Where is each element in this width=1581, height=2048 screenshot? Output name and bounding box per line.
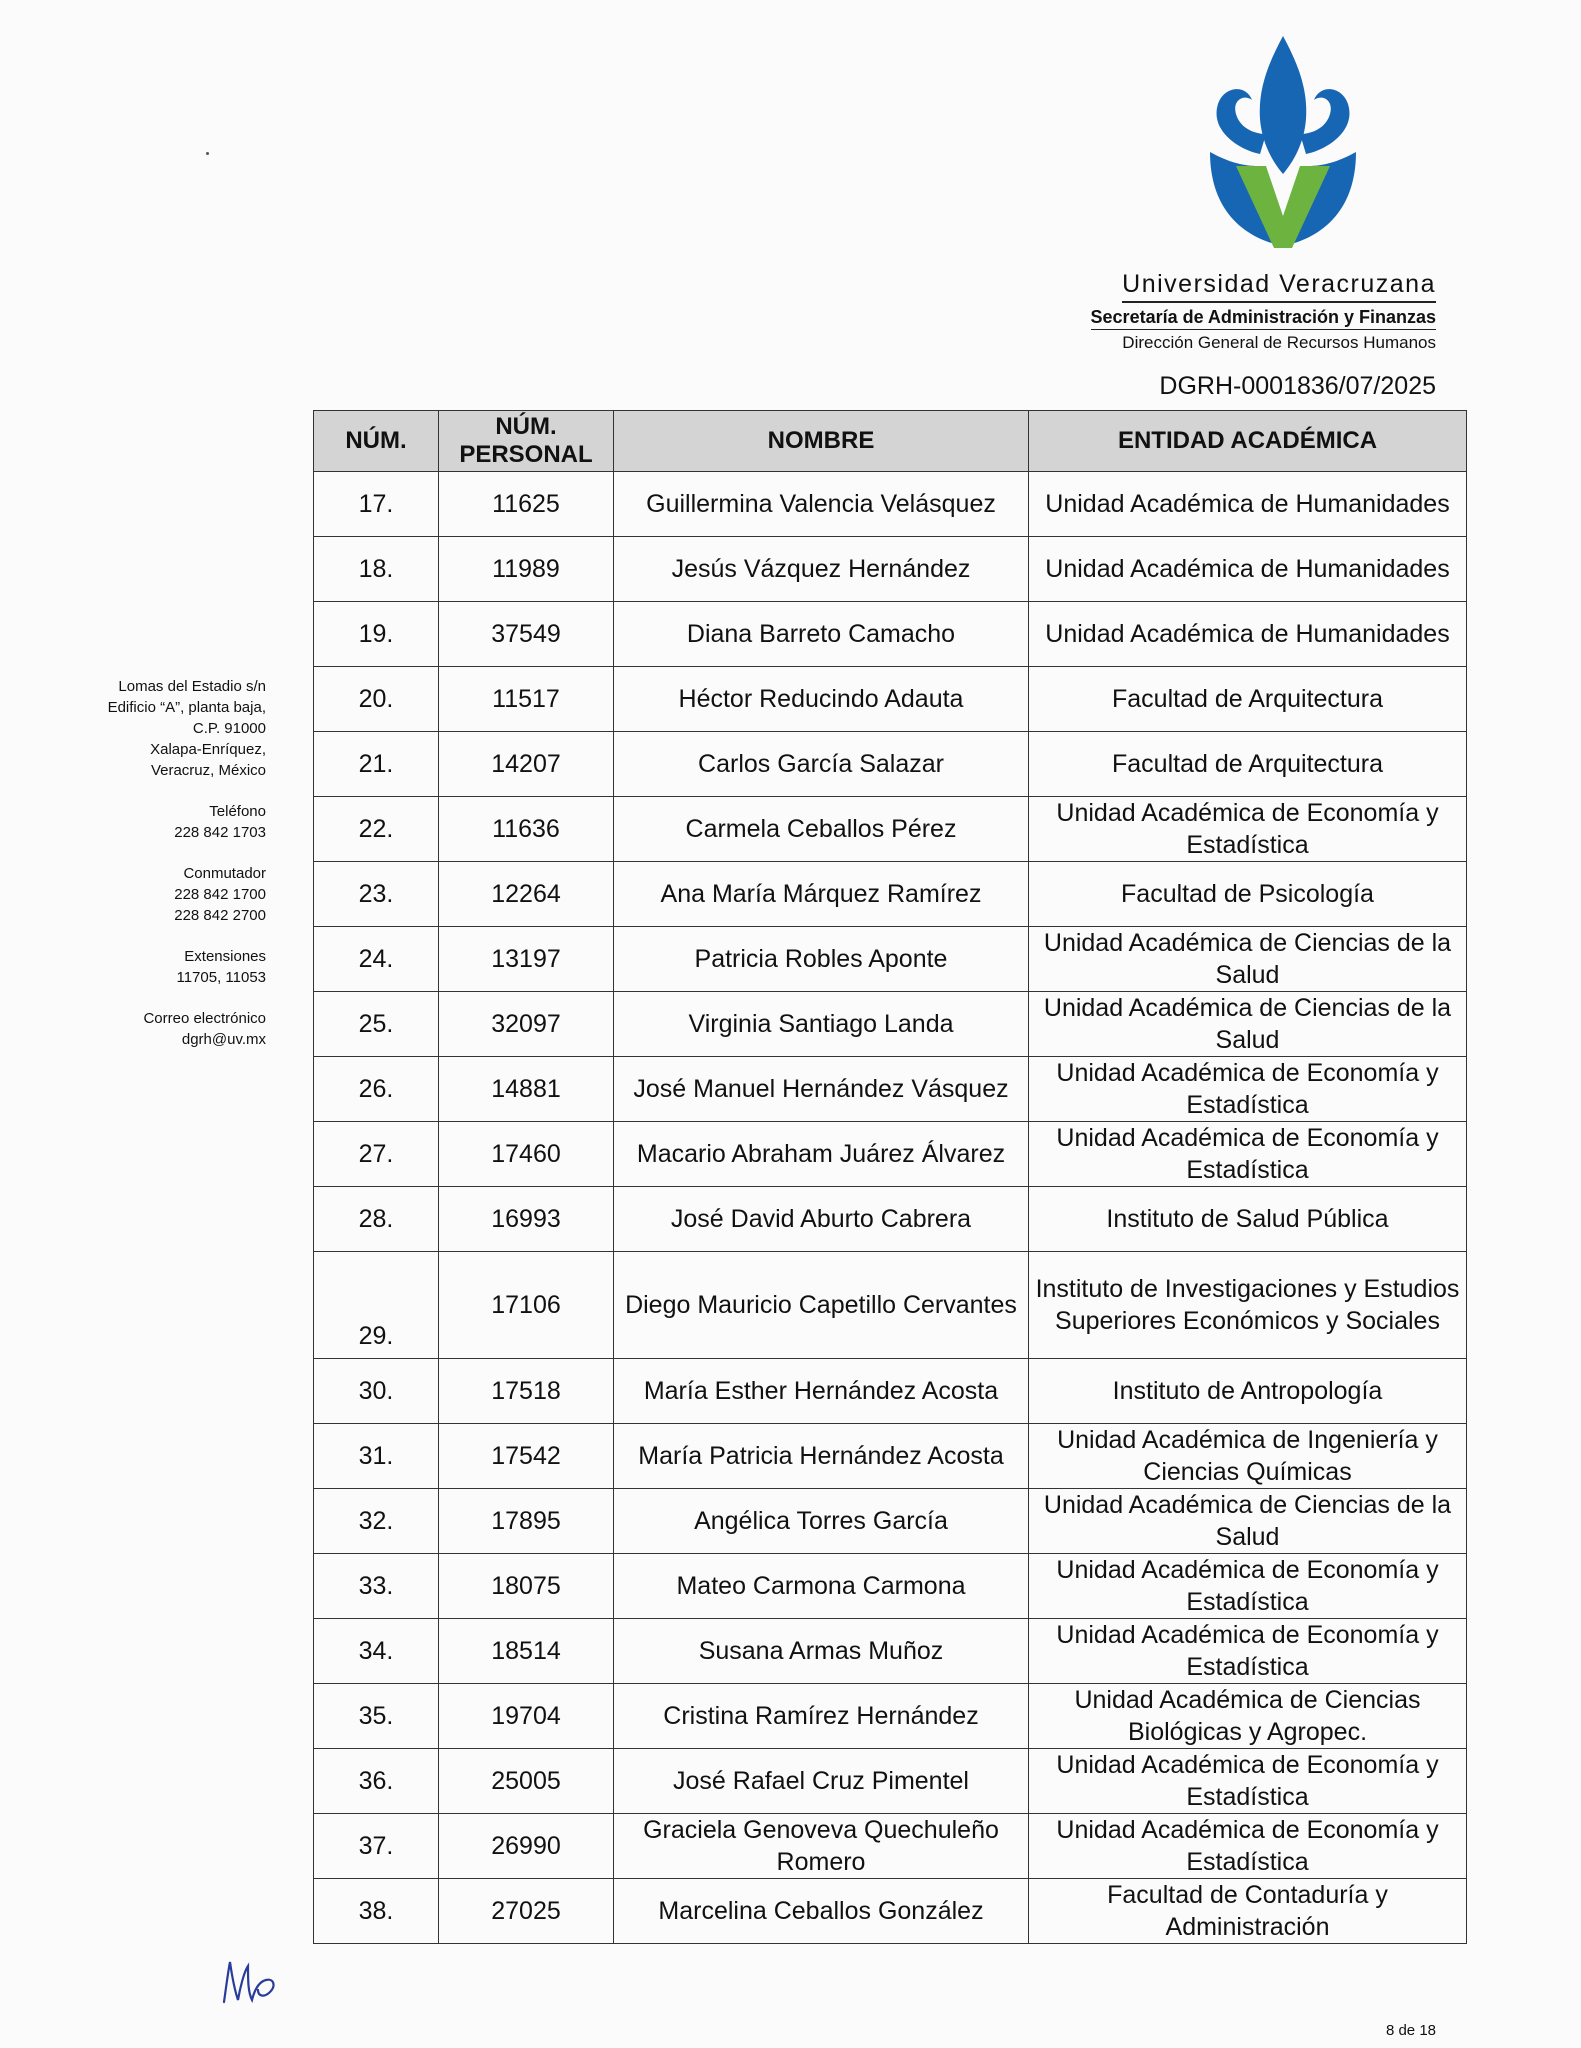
row-personal-number: 17542 (439, 1424, 614, 1489)
row-name: José David Aburto Cabrera (614, 1187, 1029, 1252)
row-num: 34. (314, 1619, 439, 1684)
table-row (314, 1187, 1467, 1252)
row-name: Guillermina Valencia Velásquez (614, 472, 1029, 537)
row-personal-number: 26990 (439, 1814, 614, 1879)
email-label: Correo electrónico (143, 1010, 266, 1027)
row-name: Cristina Ramírez Hernández (614, 1684, 1029, 1749)
university-name: Universidad Veracruzana (1122, 270, 1436, 303)
extensions-value: 11705, 11053 (176, 969, 266, 986)
row-name: Diana Barreto Camacho (614, 602, 1029, 667)
row-personal-number: 16993 (439, 1187, 614, 1252)
row-entity: Instituto de Investigaciones y Estudios Superiores Económicos y Sociales (1029, 1252, 1467, 1359)
phone-label: Teléfono (209, 803, 266, 820)
table-row (314, 1749, 1467, 1814)
direction-name: Dirección General de Recursos Humanos (1122, 333, 1436, 352)
row-personal-number: 37549 (439, 602, 614, 667)
table-row (314, 1489, 1467, 1554)
row-num: 33. (314, 1554, 439, 1619)
header-personal (439, 411, 614, 472)
row-entity: Facultad de Arquitectura (1029, 732, 1467, 797)
row-num: 32. (314, 1489, 439, 1554)
row-name: Marcelina Ceballos González (614, 1879, 1029, 1944)
row-entity: Unidad Académica de Humanidades (1029, 537, 1467, 602)
row-entity: Unidad Académica de Ciencias de la Salud (1029, 927, 1467, 992)
row-personal-number: 25005 (439, 1749, 614, 1814)
table-row (314, 1814, 1467, 1879)
handwritten-initials (218, 1952, 284, 2008)
page-number: 8 de 18 (1385, 2022, 1436, 2039)
document-number: DGRH-0001836/07/2025 (1159, 372, 1436, 400)
row-num: 23. (314, 862, 439, 927)
row-name: Héctor Reducindo Adauta (614, 667, 1029, 732)
row-entity: Instituto de Salud Pública (1029, 1187, 1467, 1252)
row-entity: Unidad Académica de Humanidades (1029, 472, 1467, 537)
table-row (314, 862, 1467, 927)
row-entity: Unidad Académica de Humanidades (1029, 602, 1467, 667)
table-row (314, 1619, 1467, 1684)
row-name: Patricia Robles Aponte (614, 927, 1029, 992)
university-logo-icon (1188, 34, 1378, 264)
address-line: Xalapa-Enríquez, (150, 741, 266, 758)
row-name: Virginia Santiago Landa (614, 992, 1029, 1057)
row-num: 21. (314, 732, 439, 797)
row-personal-number: 14881 (439, 1057, 614, 1122)
table-row (314, 1252, 1467, 1359)
table-row (314, 732, 1467, 797)
row-num: 37. (314, 1814, 439, 1879)
row-personal-number: 32097 (439, 992, 614, 1057)
row-name: María Patricia Hernández Acosta (614, 1424, 1029, 1489)
row-num: 27. (314, 1122, 439, 1187)
row-personal-number: 27025 (439, 1879, 614, 1944)
row-personal-number: 18514 (439, 1619, 614, 1684)
row-num: 35. (314, 1684, 439, 1749)
row-num: 17. (314, 472, 439, 537)
row-num: 18. (314, 537, 439, 602)
row-personal-number: 18075 (439, 1554, 614, 1619)
header-name: NOMBRE (614, 411, 1029, 472)
row-num: 19. (314, 602, 439, 667)
address-line: C.P. 91000 (192, 720, 266, 737)
row-name: María Esther Hernández Acosta (614, 1359, 1029, 1424)
address-line: Veracruz, México (150, 762, 266, 779)
extensions-label: Extensiones (184, 948, 266, 965)
row-name: Jesús Vázquez Hernández (614, 537, 1029, 602)
table-header-row (314, 411, 1467, 472)
row-num: 22. (314, 797, 439, 862)
row-personal-number: 11625 (439, 472, 614, 537)
row-personal-number: 17895 (439, 1489, 614, 1554)
row-name: José Manuel Hernández Vásquez (614, 1057, 1029, 1122)
row-entity: Unidad Académica de Economía y Estadística (1029, 1814, 1467, 1879)
address-block (40, 676, 266, 781)
row-personal-number: 17106 (439, 1252, 614, 1359)
row-entity: Facultad de Psicología (1029, 862, 1467, 927)
row-name: Graciela Genoveva Quechuleño Romero (614, 1814, 1029, 1879)
row-name: Macario Abraham Juárez Álvarez (614, 1122, 1029, 1187)
row-name: Mateo Carmona Carmona (614, 1554, 1029, 1619)
row-entity: Unidad Académica de Ciencias Biológicas y Agropec. (1029, 1684, 1467, 1749)
row-entity: Unidad Académica de Economía y Estadística (1029, 1554, 1467, 1619)
header-personal-line2: PERSONAL (459, 441, 593, 468)
staff-table (313, 410, 1467, 1944)
table-row (314, 1057, 1467, 1122)
table-row (314, 1122, 1467, 1187)
row-personal-number: 11989 (439, 537, 614, 602)
row-num: 29. (314, 1252, 439, 1359)
switchboard-number: 228 842 2700 (174, 907, 266, 924)
row-name: Carmela Ceballos Pérez (614, 797, 1029, 862)
table-row (314, 472, 1467, 537)
row-personal-number: 17460 (439, 1122, 614, 1187)
row-entity: Unidad Académica de Economía y Estadística (1029, 1749, 1467, 1814)
row-personal-number: 13197 (439, 927, 614, 992)
row-personal-number: 11636 (439, 797, 614, 862)
row-num: 31. (314, 1424, 439, 1489)
row-name: Carlos García Salazar (614, 732, 1029, 797)
secretariat-name: Secretaría de Administración y Finanzas (1091, 307, 1436, 330)
scan-speck (206, 152, 209, 155)
table-row (314, 667, 1467, 732)
row-entity: Unidad Académica de Economía y Estadística (1029, 797, 1467, 862)
row-entity: Unidad Académica de Ingeniería y Ciencias Químicas (1029, 1424, 1467, 1489)
table-row (314, 797, 1467, 862)
table-row (314, 1879, 1467, 1944)
row-entity: Unidad Académica de Ciencias de la Salud (1029, 1489, 1467, 1554)
row-entity: Unidad Académica de Economía y Estadística (1029, 1122, 1467, 1187)
row-entity: Unidad Académica de Economía y Estadística (1029, 1619, 1467, 1684)
row-personal-number: 19704 (439, 1684, 614, 1749)
row-entity: Instituto de Antropología (1029, 1359, 1467, 1424)
row-personal-number: 12264 (439, 862, 614, 927)
row-num: 26. (314, 1057, 439, 1122)
row-name: Diego Mauricio Capetillo Cervantes (614, 1252, 1029, 1359)
table-row (314, 1424, 1467, 1489)
header-entity: ENTIDAD ACADÉMICA (1029, 411, 1467, 472)
row-num: 30. (314, 1359, 439, 1424)
row-entity: Unidad Académica de Ciencias de la Salud (1029, 992, 1467, 1057)
row-entity: Facultad de Contaduría y Administración (1029, 1879, 1467, 1944)
row-personal-number: 14207 (439, 732, 614, 797)
row-entity: Unidad Académica de Economía y Estadística (1029, 1057, 1467, 1122)
row-name: Angélica Torres García (614, 1489, 1029, 1554)
row-entity: Facultad de Arquitectura (1029, 667, 1467, 732)
table-row (314, 992, 1467, 1057)
email-block (40, 1008, 266, 1050)
table-row (314, 602, 1467, 667)
row-num: 20. (314, 667, 439, 732)
phone-number: 228 842 1703 (174, 824, 266, 841)
contact-sidebar (40, 676, 266, 1070)
row-personal-number: 17518 (439, 1359, 614, 1424)
table-row (314, 1359, 1467, 1424)
phone-block (40, 801, 266, 843)
row-name: José Rafael Cruz Pimentel (614, 1749, 1029, 1814)
switchboard-number: 228 842 1700 (174, 886, 266, 903)
header-num: NÚM. (314, 411, 439, 472)
table-row (314, 1554, 1467, 1619)
row-num: 36. (314, 1749, 439, 1814)
header-personal-line1: NÚM. (495, 413, 557, 440)
row-num: 28. (314, 1187, 439, 1252)
address-line: Lomas del Estadio s/n (118, 678, 266, 695)
letterhead (1091, 270, 1436, 353)
table-row (314, 537, 1467, 602)
row-num: 24. (314, 927, 439, 992)
switchboard-block (40, 863, 266, 926)
row-num: 25. (314, 992, 439, 1057)
table-row (314, 1684, 1467, 1749)
email-value: dgrh@uv.mx (181, 1031, 266, 1048)
switchboard-label: Conmutador (183, 865, 266, 882)
extensions-block (40, 946, 266, 988)
address-line: Edificio “A”, planta baja, (107, 699, 266, 716)
row-num: 38. (314, 1879, 439, 1944)
row-name: Susana Armas Muñoz (614, 1619, 1029, 1684)
row-personal-number: 11517 (439, 667, 614, 732)
row-name: Ana María Márquez Ramírez (614, 862, 1029, 927)
table-row (314, 927, 1467, 992)
